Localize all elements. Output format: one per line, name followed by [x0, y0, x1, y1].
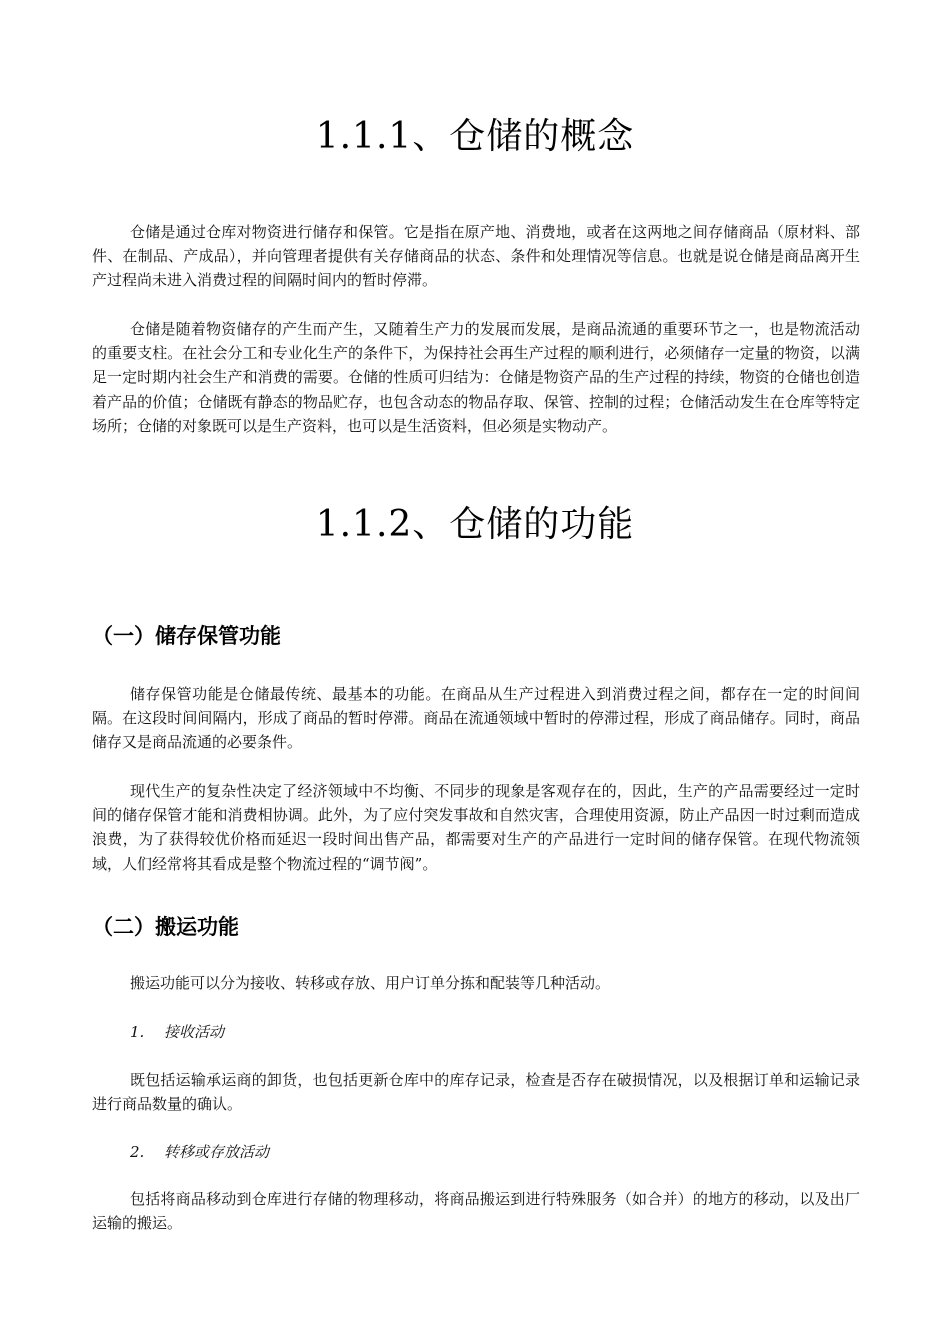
- paragraph-concept-definition: 仓储是通过仓库对物资进行储存和保管。它是指在原产地、消费地，或者在这两地之间存储商品（原材料、部件、在制品、产成品），并向管理者提供有关存储商品的状态、条件和处理情况等信息。也就是说仓储是商品离开生产过程尚未进入消费过程的间隔时间内的暂时停滞。: [92, 223, 860, 290]
- paragraph-concept-nature: 仓储是随着物资储存的产生而产生，又随着生产力的发展而发展，是商品流通的重要环节之一，也是物流活动的重要支柱。在社会分工和专业化生产的条件下，为保持社会再生产过程的顺利进行，必须储存一定量的物资，以满足一定时期内社会生产和消费的需要。仓储的性质可归结为：仓储是物资产品的生产过程的持续，物资的仓储也创造着产品的价值；仓储既有静态的物品贮存，也包含动态的物品存取、保管、控制的过程；仓储活动发生在仓库等特定场所；仓储的对象既可以是生产资料，也可以是生活资料，但必须是实物动产。: [92, 320, 860, 435]
- section-title-concept: 1.1.1、仓储的概念: [315, 116, 635, 157]
- list-label: 转移或存放活动: [164, 1143, 270, 1161]
- section-title-function: 1.1.2、仓储的功能: [315, 504, 635, 545]
- paragraph-handling-intro: 搬运功能可以分为接收、转移或存放、用户订单分拣和配装等几种活动。: [130, 974, 611, 992]
- paragraph-receiving: 既包括运输承运商的卸货，也包括更新仓库中的库存记录，检查是否存在破损情况，以及根据订单和运输记录进行商品数量的确认。: [92, 1071, 860, 1114]
- paragraph-storage-regulator: 现代生产的复杂性决定了经济领域中不均衡、不同步的现象是客观存在的，因此，生产的产品需要经过一定时间的储存保管才能和消费相协调。此外，为了应付突发事故和自然灾害，合理使用资源，防止产品因一时过剩而造成浪费，为了获得较优价格而延迟一段时间出售产品，都需要对生产的产品进行一定时间的储存保管。在现代物流领域，人们经常将其看成是整个物流过程的“调节阀”。: [92, 782, 860, 873]
- list-number: 2.: [130, 1143, 145, 1161]
- subsection-heading-handling: （二）搬运功能: [92, 915, 239, 939]
- paragraph-transfer: 包括将商品移动到仓库进行存储的物理移动，将商品搬运到进行特殊服务（如合并）的地方的移动，以及出厂运输的搬运。: [92, 1190, 860, 1233]
- list-item-transfer: [130, 1141, 269, 1162]
- list-label: 接收活动: [164, 1023, 225, 1041]
- subsection-heading-storage: （一）储存保管功能: [92, 624, 281, 648]
- list-number: 1.: [130, 1023, 145, 1041]
- paragraph-storage-basic: 储存保管功能是仓储最传统、最基本的功能。在商品从生产过程进入到消费过程之间，都存在一定的时间间隔。在这段时间间隔内，形成了商品的暂时停滞。商品在流通领域中暂时的停滞过程，形成了商品储存。同时，商品储存又是商品流通的必要条件。: [92, 685, 860, 752]
- list-item-receiving: [130, 1021, 224, 1042]
